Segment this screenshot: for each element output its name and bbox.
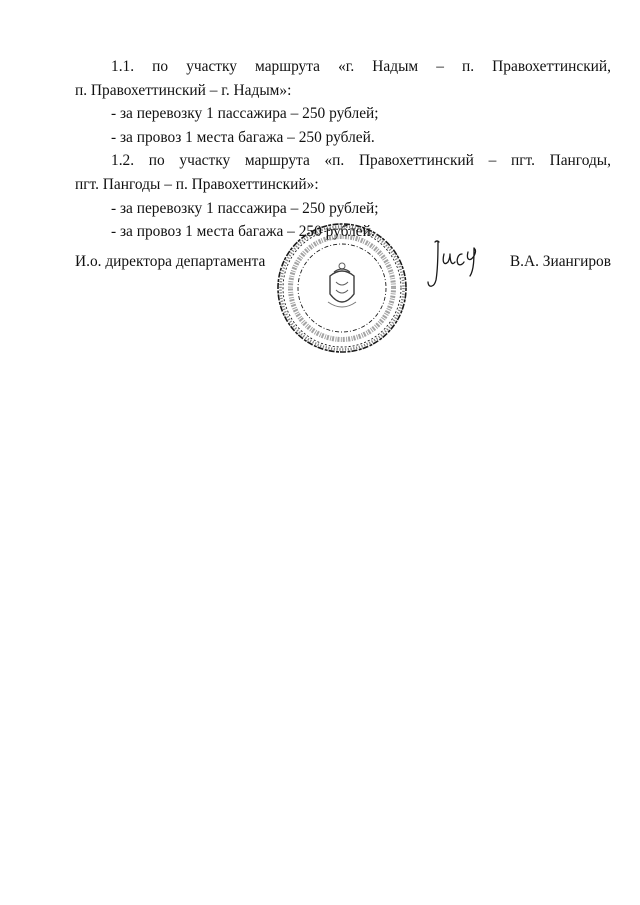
document-body [75,55,611,244]
signatory-name: В.А. Зиангиров [509,253,611,270]
clause-1-1-line-1: 1.1. по участку маршрута «г. Надым – п. Правохеттинский, [111,58,611,75]
clause-1-2-line-2: пгт. Пангоды – п. Правохеттинский»: [75,175,319,193]
clause-1-2 [75,149,611,196]
clause-1-1-passenger-fare: - за перевозку 1 пассажира – 250 рублей; [111,105,379,123]
clause-1-2-baggage-fare: - за провоз 1 места багажа – 250 рублей. [111,223,375,241]
clause-1-1 [75,55,611,102]
signatory-role: И.о. директора департамента [75,253,266,270]
official-seal-icon [270,218,414,358]
clause-1-2-line-1: 1.2. по участку маршрута «п. Правохеттинский – пгт. Пангоды, [111,152,611,170]
clause-1-2-passenger-fare: - за перевозку 1 пассажира – 250 рублей; [111,199,379,217]
clause-1-1-baggage-fare: - за провоз 1 места багажа – 250 рублей. [111,128,375,146]
clause-1-1-line-2: п. Правохеттинский – г. Надым»: [75,81,292,99]
handwritten-signature-icon [424,236,484,292]
